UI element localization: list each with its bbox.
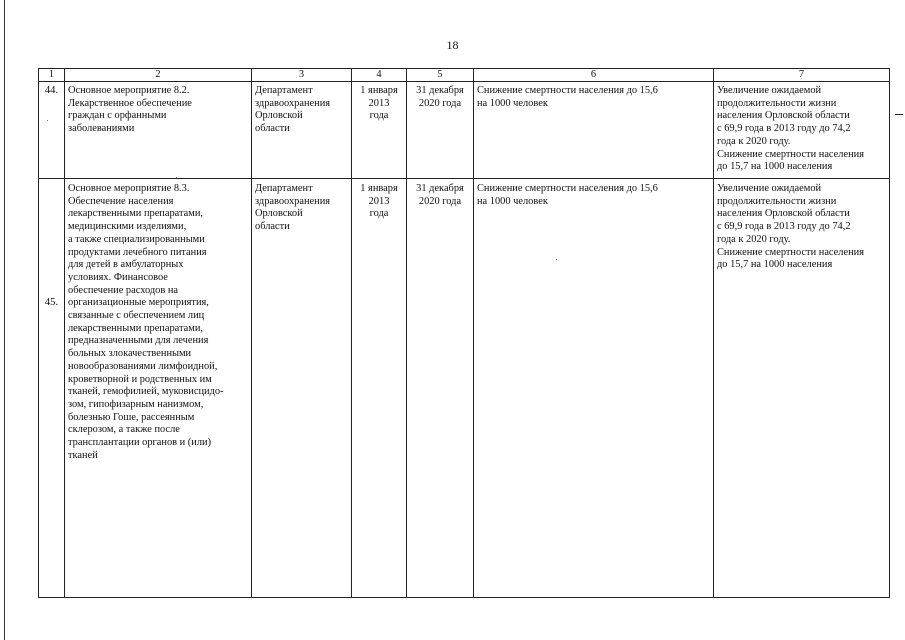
start-date-line: 2013 [368,97,390,109]
event-line: Лекарственное обеспечение [68,97,192,109]
end-date-cell [407,179,474,598]
result-line: Снижение смертности населения [717,246,864,258]
result-line: продолжительности жизни [717,195,837,207]
col-header: 2 [65,69,252,82]
page-left-edge [4,0,5,640]
program-table [38,68,890,598]
page-number: 18 [446,38,459,52]
event-line: организационные мероприятия, [68,297,209,309]
executor-cell [252,82,352,179]
col-header: 6 [474,69,714,82]
executor-line: области [255,123,290,135]
indicator-cell [474,179,714,598]
event-line: связанные с обеспечением лиц [68,310,205,322]
event-line: граждан с орфанными [68,110,167,122]
margin-mark [895,114,903,115]
end-date-line: 2020 года [418,97,462,109]
result-line: продолжительности жизни [717,97,837,109]
event-line: склерозом, а также после [68,424,180,436]
event-line: лекарственными препаратами, [68,322,204,334]
end-date-line: 31 декабря [416,85,464,96]
event-line: лекарственными препаратами, [68,208,204,220]
result-cell [714,82,890,179]
header-row [39,69,890,82]
event-cell [65,82,252,179]
event-line: Обеспечение населения [68,195,174,207]
event-line: болезнью Гоше, рассеянным [68,411,195,423]
event-line: кроветворной и родственных им [68,373,212,385]
result-line: населения Орловской области [717,110,850,122]
end-date-line: 31 декабря [416,183,464,194]
table-row [39,82,890,179]
event-line: предназначенными для лечения [68,335,209,347]
event-line: а также специализированными [68,233,205,245]
event-cell [65,179,252,598]
col-header: 5 [407,69,474,82]
col-header: 7 [714,69,890,82]
event-line: Основное мероприятие 8.2. [68,85,190,96]
executor-line: Департамент [255,85,313,96]
result-cell [714,179,890,598]
executor-line: области [255,221,290,233]
event-line: зом, гипофизарным нанизмом, [68,398,204,410]
event-line: тканей, гемофилией, муковисцидо- [68,386,224,398]
result-line: до 15,7 на 1000 населения [717,259,833,271]
event-line: обеспечение расходов на [68,284,179,296]
indicator-cell [474,82,714,179]
col-header: 1 [39,69,65,82]
indicator-line: на 1000 человек [477,195,548,207]
result-line: Увеличение ожидаемой [717,85,822,96]
executor-line: Департамент [255,183,313,194]
event-line: заболеваниями [68,123,135,135]
executor-line: здравоохранения [255,97,331,109]
start-date-cell [352,179,407,598]
indicator-line: Снижение смертности населения до 15,6 [477,183,658,194]
event-line: больных злокачественными [68,348,192,360]
start-date-line: 2013 [368,195,390,207]
executor-line: здравоохранения [255,195,331,207]
end-date-cell [407,82,474,179]
result-line: года к 2020 году. [717,135,791,147]
row-number: 45. [39,179,65,598]
result-line: до 15,7 на 1000 населения [717,161,833,173]
event-line: новообразованиями лимфоидной, [68,360,218,372]
col-header: 3 [252,69,352,82]
event-line: условиях. Финансовое [68,271,168,283]
row-number: 44. [39,82,65,179]
event-line: продуктами лечебного питания [68,246,207,258]
executor-cell [252,179,352,598]
result-line: с 69,9 года в 2013 году до 74,2 [717,221,851,233]
result-line: Снижение смертности населения [717,148,864,160]
event-line: для детей в амбулаторных [68,259,184,271]
result-line: года к 2020 году. [717,233,791,245]
start-date-cell [352,82,407,179]
end-date-line: 2020 года [418,195,462,207]
event-line: Основное мероприятие 8.3. [68,183,190,194]
col-header: 4 [352,69,407,82]
event-line: тканей [68,449,98,461]
indicator-line: Снижение смертности населения до 15,6 [477,85,658,96]
start-date-line: 1 января [360,85,398,96]
table-row [39,179,890,598]
event-line: медицинскими изделиями, [68,221,187,233]
result-line: населения Орловской области [717,208,850,220]
result-line: Увеличение ожидаемой [717,183,822,194]
result-line: с 69,9 года в 2013 году до 74,2 [717,123,851,135]
indicator-line: на 1000 человек [477,97,548,109]
event-line: трансплантации органов и (или) [68,437,212,449]
executor-line: Орловской [255,110,303,122]
executor-line: Орловской [255,208,303,220]
start-date-line: года [369,110,389,122]
start-date-line: 1 января [360,183,398,194]
start-date-line: года [369,208,389,220]
